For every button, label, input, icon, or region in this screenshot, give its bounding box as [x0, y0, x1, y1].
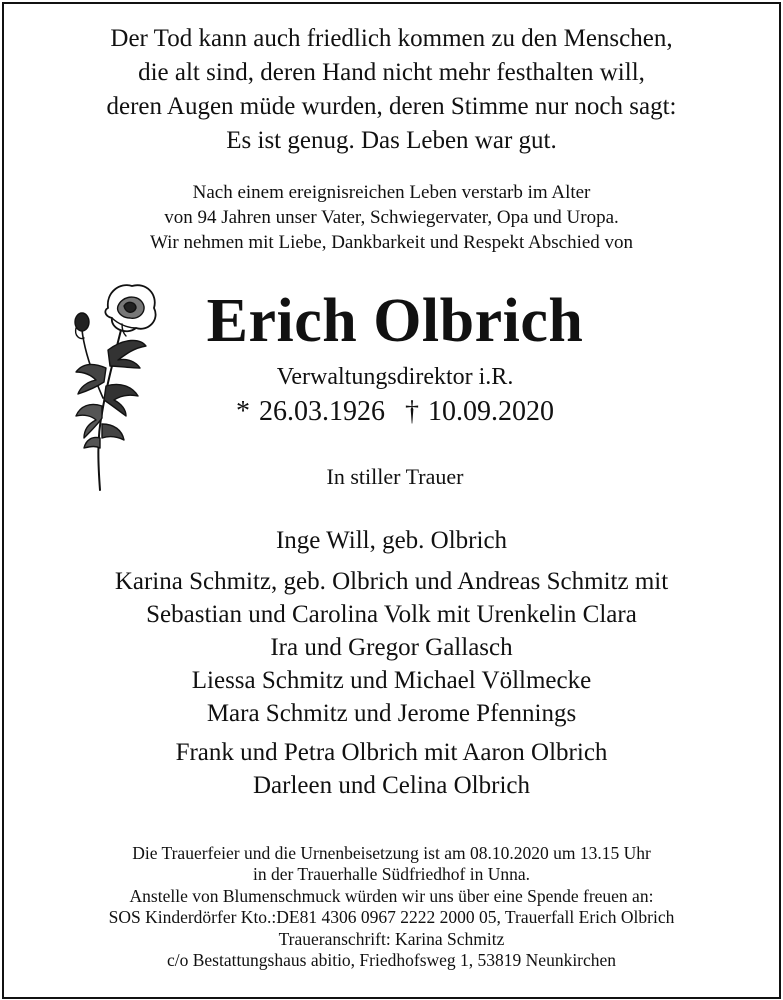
footer-line: in der Trauerhalle Südfriedhof in Unna. — [252, 864, 531, 885]
footer-line: SOS Kinderdörfer Kto.:DE81 4306 0967 2222 2000 05, Trauerfall Erich Olbrich — [108, 907, 675, 928]
family-line: Liessa Schmitz und Michael Völlmecke — [191, 667, 592, 694]
family-line: Karina Schmitz, geb. Olbrich und Andreas Schmitz mit — [114, 568, 669, 595]
birth-date: * 26.03.1926 — [236, 396, 385, 427]
funeral-info — [0, 843, 783, 971]
family-group-3 — [0, 736, 783, 802]
family-line: Mara Schmitz und Jerome Pfennings — [206, 700, 577, 727]
family-line: Darleen und Celina Olbrich — [253, 772, 530, 799]
flower-icon — [62, 278, 162, 493]
poem-line: Es ist genug. Das Leben war gut. — [226, 127, 557, 154]
footer-line: Die Trauerfeier und die Urnenbeisetzung ist am 08.10.2020 um 13.15 Uhr — [132, 843, 651, 863]
family-line: Ira und Gregor Gallasch — [270, 634, 513, 661]
footer-line: c/o Bestattungshaus abitio, Friedhofsweg 1, 53819 Neunkirchen — [166, 950, 617, 971]
poem-line: Der Tod kann auch friedlich kommen zu den Menschen, — [110, 25, 673, 52]
footer-line: Traueranschrift: Karina Schmitz — [278, 928, 505, 949]
poem — [0, 22, 783, 158]
family-line: Inge Will, geb. Olbrich — [275, 527, 508, 554]
deceased-title: Verwaltungsdirektor i.R. — [276, 364, 514, 390]
family-line: Sebastian und Carolina Volk mit Urenkelin Clara — [146, 601, 637, 628]
deceased-name: Erich Olbrich — [206, 287, 584, 355]
intro-line: Wir nehmen mit Liebe, Dankbarkeit und Respekt Abschied von — [149, 232, 634, 253]
intro-line: Nach einem ereignisreichen Leben verstarb im Alter — [192, 182, 591, 203]
family-group-1 — [0, 524, 783, 557]
life-dates — [150, 394, 640, 430]
family-line: Frank und Petra Olbrich mit Aaron Olbrich — [175, 739, 608, 766]
footer-line: Anstelle von Blumenschmuck würden wir uns über eine Spende freuen an: — [129, 885, 654, 906]
poem-line: die alt sind, deren Hand nicht mehr festhalten will, — [138, 59, 645, 86]
death-date: † 10.09.2020 — [405, 396, 554, 427]
mourning-label: In stiller Trauer — [326, 464, 464, 489]
intro-line: von 94 Jahren unser Vater, Schwiegervater, Opa und Uropa. — [164, 207, 619, 228]
poem-line: deren Augen müde wurden, deren Stimme nur noch sagt: — [106, 93, 677, 120]
family-group-2 — [0, 565, 783, 730]
intro-text — [0, 180, 783, 255]
